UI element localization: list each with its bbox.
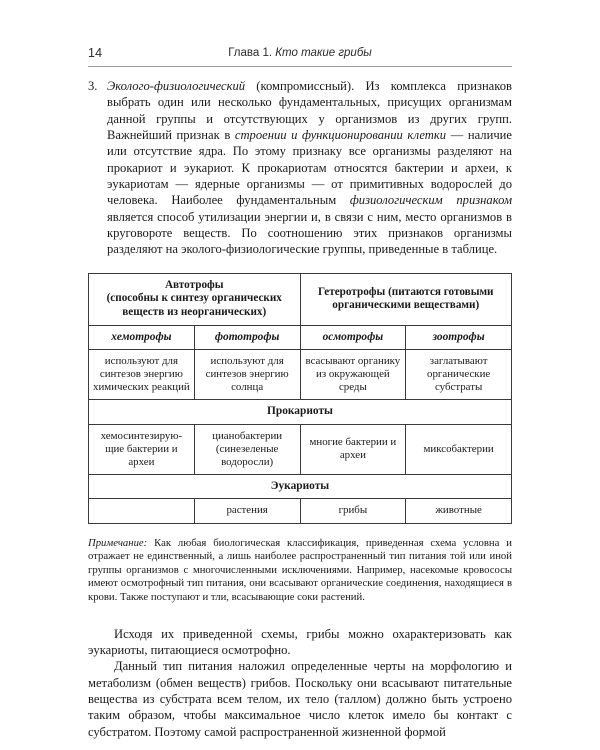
term-cell-structure-function: строении и функционировании клетки <box>234 128 447 143</box>
nutrition-groups-table <box>88 273 512 524</box>
heterotrophs-line-2: органическими веществами) <box>332 299 480 312</box>
list-item-marker: 3. <box>88 79 98 93</box>
chapter-prefix: Глава 1. <box>228 47 273 59</box>
description-chemotrophs: используют для синтезов энергию химических реакций <box>89 349 195 400</box>
table-row-type-headers <box>89 325 512 349</box>
group-header-autotrophs <box>89 273 301 325</box>
note-label: Примечание: <box>88 536 148 549</box>
eukaryotes-chemotrophs <box>89 499 195 523</box>
list-item-text-3: является способ утилизации энергии и, в связи с ним, место организмов в круговороте веществ. По соотношению этих признаков организмы разделяют на эколого-физиологические группы, приведенные в таблице. <box>107 209 512 257</box>
page-content <box>88 78 512 740</box>
eukaryotes-phototrophs: растения <box>194 499 300 523</box>
table-row-eukaryotes <box>89 499 512 523</box>
prokaryotes-osmotrophs: многие бактерии и археи <box>300 424 406 475</box>
type-header-zootrophs: зоотрофы <box>406 325 512 349</box>
paragraph-conclusion: Исходя их приведенной схемы, грибы можно охарактеризовать как эукариоты, питающиеся осмотрофно. <box>88 626 512 657</box>
autotrophs-line-1: Автотрофы <box>164 278 224 291</box>
prokaryotes-zootrophs: миксобактерии <box>406 424 512 475</box>
prokaryotes-chemotrophs: хемосинтезирую-щие бактерии и археи <box>89 424 195 475</box>
numbered-list-item-3 <box>88 78 512 258</box>
table-row-eukaryotes-label <box>89 475 512 499</box>
eukaryotes-osmotrophs: грибы <box>300 499 406 523</box>
autotrophs-line-3: веществ из неорганических) <box>122 305 267 318</box>
running-head <box>88 44 512 66</box>
kingdom-label-prokaryotes: Прокариоты <box>89 400 512 424</box>
type-header-osmotrophs: осмотрофы <box>300 325 406 349</box>
description-zootrophs: заглатывают органические субстраты <box>406 349 512 400</box>
type-header-chemotrophs: хемотрофы <box>89 325 195 349</box>
list-item-text-1: (компромиссный). Из комплекса признаков выбрать один или несколько фундаментальных, присущих организмам данной группы и отсутствующих у организмов из других групп. Важнейший признак в <box>107 79 512 143</box>
kingdom-label-eukaryotes: Эукариоты <box>89 475 512 499</box>
type-header-phototrophs: фототрофы <box>194 325 300 349</box>
group-header-heterotrophs <box>300 273 512 325</box>
autotrophs-line-2: (способны к синтезу органических <box>106 292 282 305</box>
page-number: 14 <box>88 46 103 60</box>
term-ecological-physiological: Эколого-физиологический <box>107 79 246 93</box>
paragraph-nutrition-effects: Данный тип питания наложил определенные черты на морфологию и метаболизм (обмен веществ) грибов. Поскольку они всасывают питательные вещества из субстрата всем телом, их тело (таллом) должно быть устроено таким образом, чтобы максимальное число клеток имело бы контакт с субстратом. Поэтому самой распространенной жизненной формой <box>88 659 512 739</box>
description-osmotrophs: всасывают органику из окружающей среды <box>300 349 406 400</box>
table-row-descriptions <box>89 349 512 400</box>
term-physiological-feature: физиологическим признаком <box>349 193 512 208</box>
description-phototrophs: используют для синтезов энергию солнца <box>194 349 300 400</box>
prokaryotes-phototrophs: цианобактерии (синезеленые водоросли) <box>194 424 300 475</box>
table-row-prokaryotes <box>89 424 512 475</box>
chapter-title: Кто такие грибы <box>275 47 372 59</box>
heterotrophs-line-1: Гетеротрофы (питаются готовыми <box>317 285 494 298</box>
table-row-group-headers <box>89 273 512 325</box>
note-text: Как любая биологическая классификация, приведенная схема условна и отражает не единственный, а лишь наиболее распространенный тип питания той или иной группы организмов с многочисленными исключениями. Например, насекомые кровососы имеют осмотрофный тип питания, они всасывают органические соединения, находящиеся в крови. Также поступают и тли, всасывающие соки растений. <box>88 536 512 603</box>
table-row-prokaryotes-label <box>89 400 512 424</box>
nutrition-groups-table-wrapper <box>88 273 512 524</box>
running-head-rule <box>88 66 512 67</box>
list-item-text-2: — наличие или отсутствие ядра. По этому признаку все организмы разделяют на прокариот и эукариот. К прокариотам относятся бактерии и археи, к эукариотам — ядерные организмы — от примитивных водорослей до человека. Наиболее фундаментальным <box>107 128 512 208</box>
eukaryotes-zootrophs: животные <box>406 499 512 523</box>
chapter-heading <box>88 47 512 59</box>
table-note <box>88 537 512 605</box>
